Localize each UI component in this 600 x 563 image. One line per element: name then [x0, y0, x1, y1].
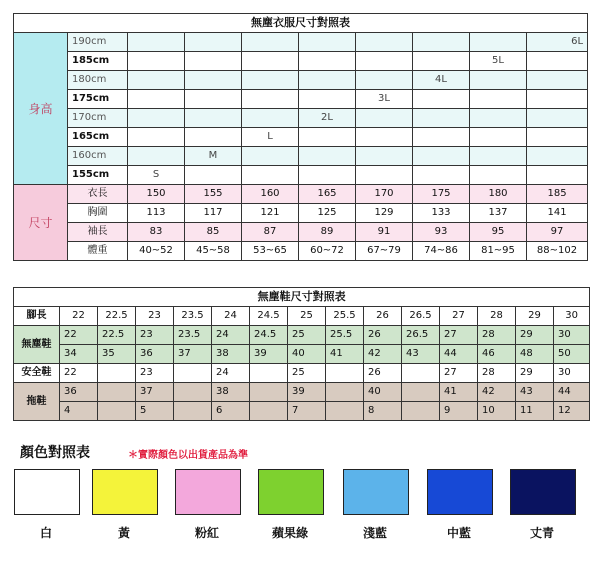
safety-shoe-value: 26	[364, 364, 402, 383]
size-cell	[356, 147, 413, 166]
cleanroom-shoe-eu-value: 36	[136, 345, 174, 364]
size-marker: 6L	[527, 33, 588, 52]
height-label: 180cm	[68, 71, 128, 90]
safety-shoe-label: 安全鞋	[14, 364, 60, 383]
weight-value: 45~58	[185, 242, 242, 261]
cleanroom-shoe-eu-value: 48	[516, 345, 554, 364]
measurement-value: 185	[527, 185, 588, 204]
size-cell	[527, 166, 588, 185]
color-label: 蘋果綠	[271, 526, 308, 540]
slipper-value	[174, 383, 212, 402]
size-marker: 2L	[299, 109, 356, 128]
size-cell	[185, 166, 242, 185]
slipper-value: 37	[136, 383, 174, 402]
cleanroom-shoe-eu-value: 38	[212, 345, 250, 364]
size-cell	[470, 71, 527, 90]
size-cell	[413, 52, 470, 71]
size-cell	[242, 90, 299, 109]
measurement-value: 141	[527, 204, 588, 223]
cleanroom-shoe-value: 26.5	[402, 326, 440, 345]
cleanroom-shoe-eu-value: 34	[60, 345, 98, 364]
color-chart-title: 顏色對照表	[20, 445, 90, 461]
safety-shoe-value: 25	[288, 364, 326, 383]
cleanroom-shoe-value: 30	[554, 326, 590, 345]
size-cell	[242, 33, 299, 52]
foot-length-value: 29	[516, 307, 554, 326]
cleanroom-shoe-eu-value: 40	[288, 345, 326, 364]
slipper-size-value	[174, 402, 212, 421]
slipper-value: 42	[478, 383, 516, 402]
color-swatch	[343, 469, 409, 515]
size-cell	[527, 147, 588, 166]
cleanroom-shoe-eu-value: 41	[326, 345, 364, 364]
color-swatch	[258, 469, 324, 515]
safety-shoe-value	[402, 364, 440, 383]
cleanroom-shoe-label: 無塵鞋	[14, 326, 60, 364]
slipper-value: 40	[364, 383, 402, 402]
slipper-size-value	[402, 402, 440, 421]
safety-shoe-value: 23	[136, 364, 174, 383]
size-cell	[356, 166, 413, 185]
slipper-value: 38	[212, 383, 250, 402]
slipper-value	[98, 383, 136, 402]
size-cell	[299, 147, 356, 166]
size-cell	[128, 128, 185, 147]
size-cell	[356, 128, 413, 147]
shoe-size-table	[13, 287, 590, 421]
safety-shoe-value: 29	[516, 364, 554, 383]
measurement-label: 胸圍	[68, 204, 128, 223]
slipper-value: 39	[288, 383, 326, 402]
clothing-size-table	[13, 13, 588, 261]
foot-length-value: 30	[554, 307, 590, 326]
size-cell	[356, 33, 413, 52]
cleanroom-shoe-value: 23.5	[174, 326, 212, 345]
size-cell	[470, 90, 527, 109]
measurement-label: 衣長	[68, 185, 128, 204]
cleanroom-shoe-value: 22.5	[98, 326, 136, 345]
height-label: 190cm	[68, 33, 128, 52]
size-cell	[356, 52, 413, 71]
color-swatch	[427, 469, 493, 515]
size-cell	[128, 147, 185, 166]
size-cell	[356, 71, 413, 90]
foot-length-value: 22	[60, 307, 98, 326]
size-cell	[242, 109, 299, 128]
cleanroom-shoe-value: 25	[288, 326, 326, 345]
slipper-size-value: 8	[364, 402, 402, 421]
slipper-size-value: 12	[554, 402, 590, 421]
size-marker: L	[242, 128, 299, 147]
cleanroom-shoe-eu-value: 37	[174, 345, 212, 364]
weight-value: 88~102	[527, 242, 588, 261]
measurement-value: 160	[242, 185, 299, 204]
size-cell	[299, 128, 356, 147]
size-cell	[128, 71, 185, 90]
size-cell	[299, 90, 356, 109]
size-cell	[527, 52, 588, 71]
foot-length-value: 25.5	[326, 307, 364, 326]
size-cell	[413, 128, 470, 147]
size-cell	[128, 90, 185, 109]
slipper-size-value: 9	[440, 402, 478, 421]
color-disclaimer: ＊實際顏色以出貨產品為準	[128, 450, 248, 461]
slipper-value: 36	[60, 383, 98, 402]
measurement-value: 133	[413, 204, 470, 223]
slipper-size-value	[250, 402, 288, 421]
measurement-label: 袖長	[68, 223, 128, 242]
size-cell	[413, 90, 470, 109]
size-cell	[242, 52, 299, 71]
safety-shoe-value: 22	[60, 364, 98, 383]
size-cell	[470, 128, 527, 147]
height-group-label: 身高	[14, 33, 68, 185]
cleanroom-shoe-eu-value: 43	[402, 345, 440, 364]
weight-label: 體重	[68, 242, 128, 261]
slipper-label: 拖鞋	[14, 383, 60, 421]
size-marker: S	[128, 166, 185, 185]
cleanroom-shoe-value: 29	[516, 326, 554, 345]
measurement-value: 97	[527, 223, 588, 242]
measurement-value: 155	[185, 185, 242, 204]
cleanroom-shoe-value: 22	[60, 326, 98, 345]
size-cell	[185, 128, 242, 147]
foot-length-value: 25	[288, 307, 326, 326]
size-cell	[185, 109, 242, 128]
size-group-label: 尺寸	[14, 185, 68, 261]
cleanroom-shoe-eu-value: 50	[554, 345, 590, 364]
clothing-table-title: 無塵衣服尺寸對照表	[14, 14, 588, 33]
color-label: 淺藍	[362, 526, 387, 540]
slipper-size-value: 6	[212, 402, 250, 421]
size-cell	[527, 90, 588, 109]
size-cell	[470, 109, 527, 128]
measurement-value: 87	[242, 223, 299, 242]
slipper-value	[250, 383, 288, 402]
measurement-value: 150	[128, 185, 185, 204]
measurement-value: 89	[299, 223, 356, 242]
safety-shoe-value	[174, 364, 212, 383]
safety-shoe-value: 30	[554, 364, 590, 383]
safety-shoe-value: 27	[440, 364, 478, 383]
size-cell	[413, 166, 470, 185]
foot-length-value: 26	[364, 307, 402, 326]
height-label: 160cm	[68, 147, 128, 166]
measurement-value: 91	[356, 223, 413, 242]
shoe-table-title: 無塵鞋尺寸對照表	[14, 288, 590, 307]
cleanroom-shoe-eu-value: 46	[478, 345, 516, 364]
size-cell	[470, 147, 527, 166]
foot-length-value: 22.5	[98, 307, 136, 326]
measurement-value: 125	[299, 204, 356, 223]
size-cell	[242, 147, 299, 166]
safety-shoe-value	[326, 364, 364, 383]
cleanroom-shoe-eu-value: 42	[364, 345, 402, 364]
size-cell	[413, 33, 470, 52]
measurement-value: 129	[356, 204, 413, 223]
size-cell	[242, 166, 299, 185]
slipper-size-value	[98, 402, 136, 421]
safety-shoe-value	[250, 364, 288, 383]
size-cell	[128, 109, 185, 128]
size-marker: 5L	[470, 52, 527, 71]
slipper-value	[326, 383, 364, 402]
foot-length-value: 28	[478, 307, 516, 326]
slipper-size-value: 11	[516, 402, 554, 421]
color-label: 中藍	[446, 526, 471, 540]
height-label: 170cm	[68, 109, 128, 128]
slipper-value: 41	[440, 383, 478, 402]
measurement-value: 180	[470, 185, 527, 204]
cleanroom-shoe-eu-value: 35	[98, 345, 136, 364]
measurement-value: 93	[413, 223, 470, 242]
slipper-size-value: 4	[60, 402, 98, 421]
size-cell	[413, 109, 470, 128]
foot-length-value: 27	[440, 307, 478, 326]
cleanroom-shoe-value: 24	[212, 326, 250, 345]
size-cell	[128, 33, 185, 52]
measurement-value: 113	[128, 204, 185, 223]
measurement-value: 175	[413, 185, 470, 204]
cleanroom-shoe-value: 27	[440, 326, 478, 345]
slipper-size-value: 10	[478, 402, 516, 421]
size-cell	[527, 71, 588, 90]
height-label: 155cm	[68, 166, 128, 185]
measurement-value: 95	[470, 223, 527, 242]
color-swatch	[510, 469, 576, 515]
slipper-size-value	[326, 402, 364, 421]
weight-value: 81~95	[470, 242, 527, 261]
cleanroom-shoe-value: 25.5	[326, 326, 364, 345]
size-cell	[185, 90, 242, 109]
foot-length-value: 24.5	[250, 307, 288, 326]
size-cell	[356, 109, 413, 128]
color-label: 丈青	[529, 526, 554, 540]
cleanroom-shoe-value: 28	[478, 326, 516, 345]
size-marker: M	[185, 147, 242, 166]
height-label: 185cm	[68, 52, 128, 71]
color-label: 粉紅	[194, 526, 219, 540]
height-label: 175cm	[68, 90, 128, 109]
measurement-value: 137	[470, 204, 527, 223]
slipper-size-value: 5	[136, 402, 174, 421]
color-label: 白	[39, 526, 52, 540]
size-cell	[413, 147, 470, 166]
foot-length-value: 23.5	[174, 307, 212, 326]
slipper-value: 44	[554, 383, 590, 402]
safety-shoe-value: 28	[478, 364, 516, 383]
size-cell	[185, 33, 242, 52]
slipper-value: 43	[516, 383, 554, 402]
weight-value: 40~52	[128, 242, 185, 261]
size-cell	[299, 71, 356, 90]
size-cell	[242, 71, 299, 90]
height-label: 165cm	[68, 128, 128, 147]
measurement-value: 117	[185, 204, 242, 223]
measurement-value: 85	[185, 223, 242, 242]
size-cell	[185, 71, 242, 90]
measurement-value: 165	[299, 185, 356, 204]
weight-value: 74~86	[413, 242, 470, 261]
color-swatch	[14, 469, 80, 515]
weight-value: 60~72	[299, 242, 356, 261]
size-cell	[299, 166, 356, 185]
size-marker: 4L	[413, 71, 470, 90]
color-swatch	[92, 469, 158, 515]
measurement-value: 170	[356, 185, 413, 204]
size-cell	[527, 128, 588, 147]
cleanroom-shoe-value: 23	[136, 326, 174, 345]
slipper-value	[402, 383, 440, 402]
color-label: 黃	[117, 526, 130, 540]
cleanroom-shoe-value: 24.5	[250, 326, 288, 345]
weight-value: 67~79	[356, 242, 413, 261]
color-swatch	[175, 469, 241, 515]
foot-length-value: 26.5	[402, 307, 440, 326]
size-cell	[299, 33, 356, 52]
measurement-value: 83	[128, 223, 185, 242]
size-marker: 3L	[356, 90, 413, 109]
safety-shoe-value: 24	[212, 364, 250, 383]
foot-length-value: 24	[212, 307, 250, 326]
cleanroom-shoe-eu-value: 44	[440, 345, 478, 364]
safety-shoe-value	[98, 364, 136, 383]
slipper-size-value: 7	[288, 402, 326, 421]
measurement-value: 121	[242, 204, 299, 223]
size-cell	[470, 33, 527, 52]
size-cell	[185, 52, 242, 71]
cleanroom-shoe-eu-value: 39	[250, 345, 288, 364]
size-cell	[299, 52, 356, 71]
cleanroom-shoe-value: 26	[364, 326, 402, 345]
size-cell	[527, 109, 588, 128]
foot-length-value: 23	[136, 307, 174, 326]
size-cell	[470, 166, 527, 185]
foot-length-label: 腳長	[14, 307, 60, 326]
size-cell	[128, 52, 185, 71]
weight-value: 53~65	[242, 242, 299, 261]
